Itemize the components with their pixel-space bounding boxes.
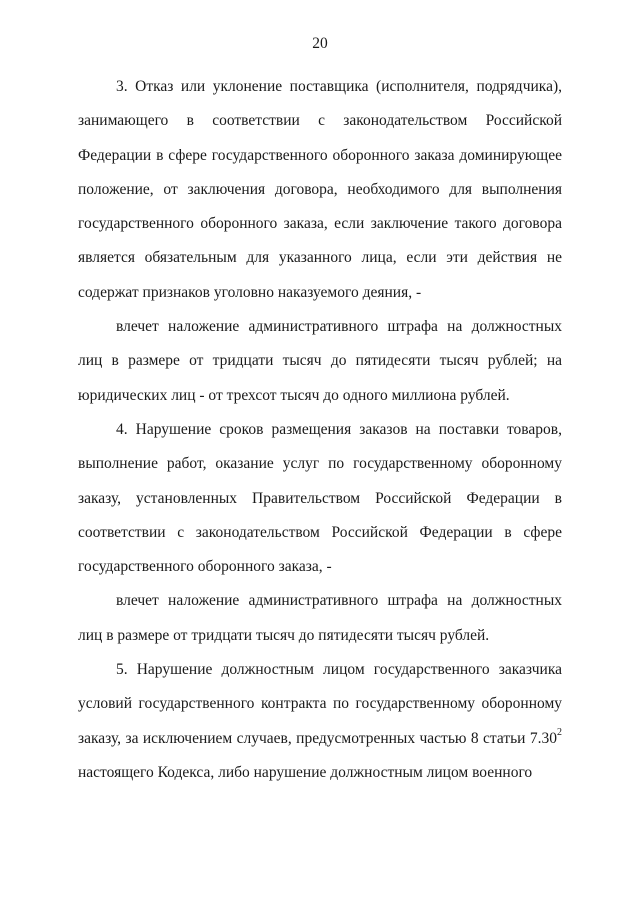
page-number: 20 — [312, 35, 328, 52]
paragraph-part-5 — [78, 653, 562, 790]
paragraph-part-4-penalty: влечет наложение административного штрафа на должностных лиц в размере от тридцати тысяч до пятидесяти тысяч рублей. — [78, 592, 562, 644]
article-superscript: 2 — [557, 727, 562, 739]
paragraph-part-3-penalty: влечет наложение административного штрафа на должностных лиц в размере от тридцати тысяч до пятидесяти тысяч рублей; на юридических лиц - от трехсот тысяч до одного миллиона рублей. — [78, 318, 562, 404]
paragraph-part-3: 3. Отказ или уклонение поставщика (исполнителя, подрядчика), занимающего в соответствии с законодательством Российской Федерации в сфере государственного оборонного заказа доминирующее положение, от заключения договора, необходимого для выполнения государственного оборонного заказа, если заключение такого договора является обязательным для указанного лица, если эти действия не содержат признаков уголовно наказуемого деяния, - — [78, 78, 562, 301]
paragraph-part-5-text-end: настоящего Кодекса, либо нарушение должностным лицом военного — [78, 763, 533, 781]
paragraph-part-4: 4. Нарушение сроков размещения заказов на поставки товаров, выполнение работ, оказание услуг по государственному оборонному заказу, установленных Правительством Российской Федерации в соответствии с законодательством Российской Федерации в сфере государственного оборонного заказа, - — [78, 420, 562, 576]
document-body — [78, 70, 562, 790]
paragraph-part-5-text-start: 5. Нарушение должностным лицом государственного заказчика условий государственного контракта по государственному оборонному заказу, за исключением случаев, предусмотренных частью 8 статьи 7.30 — [78, 661, 562, 747]
